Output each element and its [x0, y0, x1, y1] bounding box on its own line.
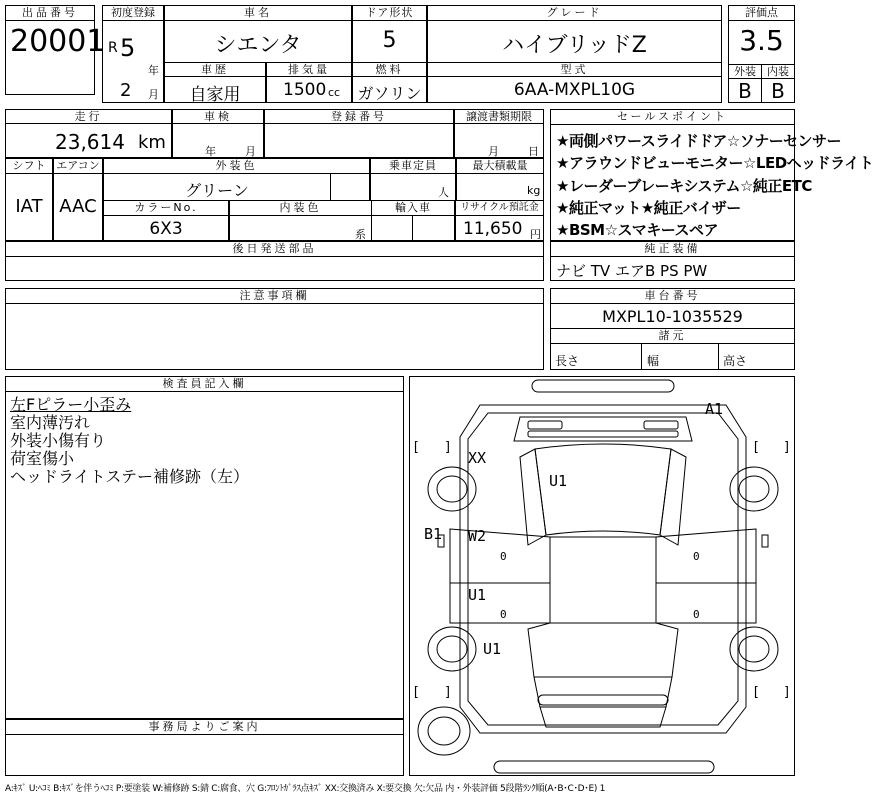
sales-point-1: ★両側パワースライドドア☆ソナーセンサー: [556, 132, 841, 150]
height-label: 高さ: [723, 354, 748, 368]
mark-u1-top: U1: [549, 472, 568, 490]
ac-label: エアコン: [53, 158, 103, 174]
ext-grade: B: [738, 79, 752, 103]
inspector-label: 検査員記入欄: [5, 376, 404, 392]
lot-label: 出品番号: [5, 5, 95, 21]
shift: IAT: [15, 196, 43, 217]
office-box: [5, 734, 404, 776]
ext-color: グリーン: [185, 181, 249, 200]
first-reg-label: 初度登録: [102, 5, 164, 21]
transfer-label: 譲渡書類期限: [454, 109, 544, 124]
car-diagram: [409, 376, 795, 776]
lot-number: 20001: [10, 24, 106, 59]
displacement: 1500: [283, 80, 327, 100]
ac: AAC: [59, 196, 97, 217]
bracket-r1c: ]: [783, 440, 791, 455]
bracket-l2: [: [412, 685, 420, 700]
model: 6AA-MXPL10G: [513, 80, 636, 100]
mark-xx: XX: [468, 449, 487, 467]
import-box-b: [412, 215, 455, 241]
inspector-line-4: 荷室傷小: [10, 449, 75, 468]
equipment-value: ナビ TV エアB PS PW: [556, 262, 708, 280]
insp-year-unit: 年: [205, 145, 216, 158]
zero-l2: 0: [500, 608, 507, 621]
int-color-unit: 系: [355, 228, 366, 241]
reg-no-label: 登録番号: [264, 109, 454, 124]
load-unit: kg: [527, 184, 541, 197]
km-unit: km: [138, 132, 166, 153]
month-unit: 月: [148, 88, 159, 101]
reg-year: 5: [120, 34, 136, 62]
load-label: 最大積載量: [456, 158, 544, 174]
score: 3.5: [739, 24, 784, 57]
ext-label: 外装: [728, 64, 762, 79]
car-name: シエンタ: [214, 33, 302, 58]
chassis-label: 車台番号: [550, 288, 795, 304]
model-label: 型式: [427, 62, 722, 77]
mark-w2: W2: [468, 527, 487, 545]
year-unit: 年: [148, 64, 159, 77]
reg-no-box: [264, 123, 454, 158]
inspector-line-3: 外装小傷有り: [10, 431, 107, 450]
era: R: [108, 40, 118, 56]
mark-b1: B1: [424, 525, 443, 543]
bracket-l1c: ]: [444, 440, 452, 455]
inspector-line-2: 室内薄汚れ: [10, 413, 91, 432]
int-color-box: [229, 215, 372, 241]
footer-legend: A:ｷｽﾞ U:ﾍｺﾐ B:ｷｽﾞを伴うﾍｺﾐ P:要塗装 W:補修跡 S:錆 C:腐食、穴 G:ﾌﾛﾝﾄｶﾞﾗｽ点ｷｽﾞ XX:交換済み X:要交換 欠:欠品 内・外装評価 5段階ﾗﾝｸ順(A･B･C･D･E) 1: [5, 784, 606, 794]
mileage-label: 走行: [5, 109, 172, 124]
color-no-label: カラーNo.: [103, 200, 229, 216]
bracket-r2: [: [752, 685, 760, 700]
import-box-a: [371, 215, 413, 241]
car-name-label: 車名: [164, 5, 352, 21]
fuel: ガソリン: [357, 84, 422, 103]
zero-l1: 0: [500, 550, 507, 563]
capacity-label: 乗車定員: [370, 158, 456, 174]
mark-u1-low: U1: [483, 640, 502, 658]
bracket-l2c: ]: [444, 685, 452, 700]
bracket-l1: [: [412, 440, 420, 455]
sales-point-2: ★アラウンドビューモニター☆LEDヘッドライト: [556, 154, 873, 172]
width-label: 幅: [647, 354, 660, 368]
later-parts-label: 後日発送部品: [5, 241, 544, 257]
score-label: 評価点: [728, 5, 795, 21]
capacity-unit: 人: [438, 186, 449, 199]
mileage: 23,614: [55, 130, 125, 154]
int-label: 内装: [761, 64, 795, 79]
bracket-r1: [: [752, 440, 760, 455]
displacement-label: 排気量: [266, 62, 352, 77]
transfer-day-unit: 日: [528, 145, 539, 158]
grade: ハイブリッドZ: [502, 33, 647, 58]
chassis-number: MXPL10-1035529: [602, 307, 743, 326]
caution-box: [5, 303, 544, 370]
int-grade: B: [771, 79, 785, 103]
bracket-r2c: ]: [783, 685, 791, 700]
zero-r1: 0: [693, 550, 700, 563]
mark-u1-mid: U1: [468, 586, 487, 604]
recycle-amount: 11,650: [463, 219, 523, 239]
recycle-label: リサイクル預託金: [455, 200, 544, 216]
fuel-label: 燃料: [352, 62, 427, 77]
door-count: 5: [382, 28, 397, 53]
later-parts-box: [5, 256, 544, 281]
ext-color-sub: [330, 173, 370, 201]
history-label: 車歴: [164, 62, 266, 77]
color-no: 6X3: [149, 219, 183, 239]
sales-point-3: ★レーダーブレーキシステム☆純正ETC: [556, 177, 812, 195]
inspector-line-5: ヘッドライトステー補修跡（左）: [10, 467, 250, 486]
sales-points-label: セールスポイント: [550, 109, 795, 125]
equipment-label: 純正装備: [550, 241, 795, 257]
import-label: 輸入車: [371, 200, 455, 216]
ext-color-label: 外装色: [103, 158, 370, 174]
grade-label: グレード: [427, 5, 722, 21]
door-label: ドア形状: [352, 5, 427, 21]
history: 自家用: [189, 85, 241, 105]
reg-month: 2: [120, 80, 132, 101]
car-outline-icon: [410, 377, 796, 777]
transfer-month-unit: 月: [488, 145, 499, 158]
mark-a1: A1: [705, 400, 724, 418]
sales-point-5: ★BSM☆スマキースペア: [556, 221, 719, 239]
caution-label: 注意事項欄: [5, 288, 544, 304]
shift-label: シフト: [5, 158, 53, 174]
insp-month-unit: 月: [245, 145, 256, 158]
sales-point-4: ★純正マット★純正バイザー: [556, 199, 741, 217]
cc-unit: cc: [328, 86, 341, 99]
dims-label: 諸元: [550, 328, 795, 344]
zero-r2: 0: [693, 608, 700, 621]
yen-unit: 円: [530, 228, 541, 241]
length-label: 長さ: [555, 354, 580, 368]
inspector-line-1: 左Fピラー小歪み: [10, 395, 132, 414]
inspection-label: 車検: [172, 109, 264, 124]
int-color-label: 内装色: [229, 200, 372, 216]
office-label: 事務局よりご案内: [5, 719, 404, 735]
